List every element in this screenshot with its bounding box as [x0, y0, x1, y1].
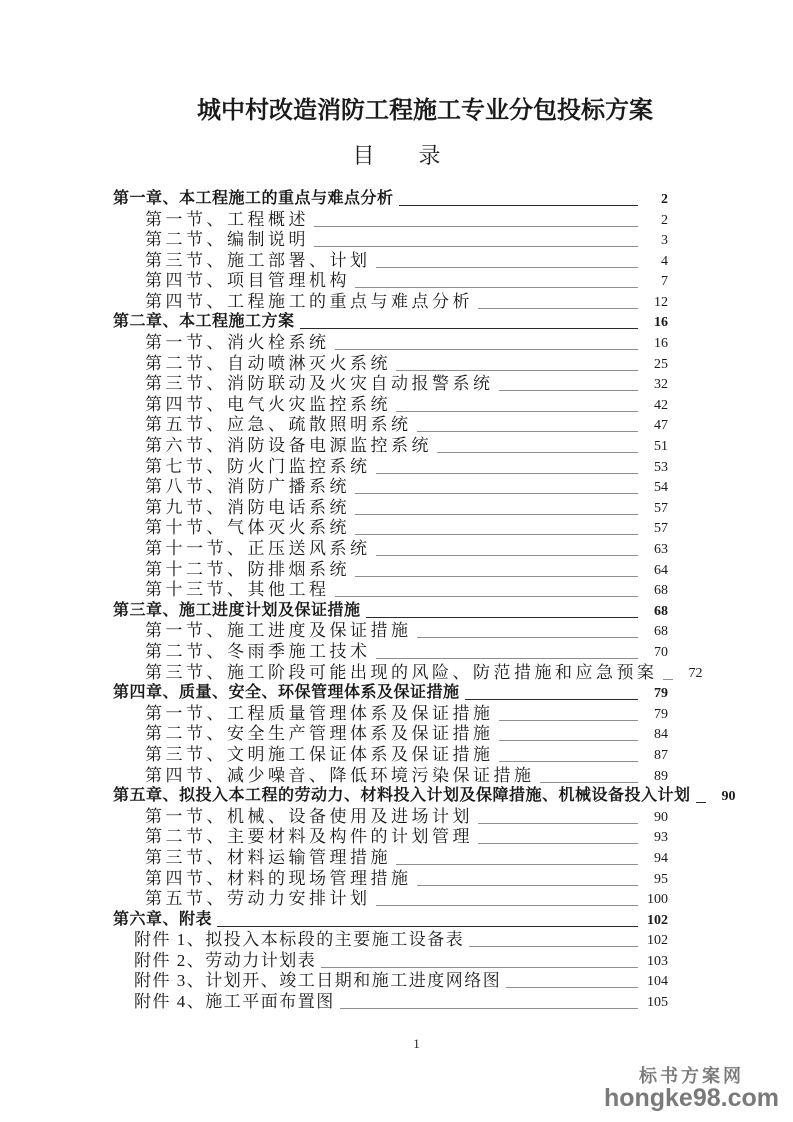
toc-entry-appendix: [113, 991, 668, 1012]
toc-leader-line: [417, 637, 639, 638]
toc-entry-label: 第五节、劳动力安排计划: [145, 889, 371, 909]
document-title: 城中村改造消防工程施工专业分包投标方案: [197, 98, 653, 124]
toc-entry-page: 103: [647, 953, 668, 969]
toc-leader-line: [217, 926, 638, 927]
toc-entry-page: 68: [654, 603, 668, 619]
toc-leader-line: [376, 555, 639, 556]
toc-entry-page: 68: [654, 583, 668, 599]
toc-entry-label: 第一章、本工程施工的重点与难点分析: [113, 189, 394, 207]
toc-leader-line: [355, 534, 638, 535]
toc-entry-label: 第六章、附表: [113, 910, 213, 928]
toc-entry-label: 第十节、气体灭火系统: [145, 518, 350, 538]
toc-entry-section: [113, 435, 668, 456]
toc-entry-section: [113, 497, 668, 518]
toc-leader-line: [335, 349, 639, 350]
toc-entry-label: 第二节、自动喷淋灭火系统: [145, 353, 391, 373]
toc-entry-section: [113, 271, 668, 292]
toc-entry-section: [113, 374, 668, 395]
toc-entry-section: [113, 209, 668, 230]
toc-entry-page: 100: [647, 892, 668, 908]
toc-entry-page: 25: [654, 356, 668, 372]
toc-entry-appendix: [113, 971, 668, 992]
toc-entry-page: 93: [654, 830, 668, 846]
toc-leader-line: [478, 308, 638, 309]
toc-entry-section: [113, 889, 668, 910]
toc-leader-line: [417, 431, 639, 432]
toc-leader-line: [355, 576, 638, 577]
toc-leader-line: [314, 226, 638, 227]
toc-entry-chapter: [113, 188, 668, 209]
toc-entry-page: 57: [654, 521, 668, 537]
toc-list: [113, 188, 736, 1012]
toc-leader-line: [335, 596, 639, 597]
toc-entry-page: 51: [654, 439, 668, 455]
toc-entry-section: [113, 744, 668, 765]
toc-entry-label: 第三节、材料运输管理措施: [145, 847, 391, 867]
toc-leader-line: [355, 493, 638, 494]
toc-entry-section: [113, 415, 668, 436]
toc-entry-label: 第二节、主要材料及构件的计划管理: [145, 827, 473, 847]
toc-entry-label: 第三节、消防联动及火灾自动报警系统: [145, 374, 494, 394]
toc-entry-page: 79: [654, 706, 668, 722]
toc-entry-label: 第四节、项目管理机构: [145, 271, 350, 291]
toc-entry-label: 第七节、防火门监控系统: [145, 456, 371, 476]
toc-entry-section: [113, 724, 668, 745]
toc-entry-chapter: [113, 600, 668, 621]
toc-entry-section: [113, 559, 668, 580]
toc-leader-line: [376, 905, 639, 906]
toc-leader-line: [376, 267, 639, 268]
toc-entry-page: 104: [647, 974, 668, 990]
toc-leader-line: [355, 514, 638, 515]
toc-leader-line: [478, 843, 638, 844]
toc-entry-label: 附件 2、劳动力计划表: [134, 950, 317, 970]
toc-leader-line: [499, 720, 639, 721]
toc-entry-page: 79: [654, 686, 668, 702]
toc-entry-page: 2: [661, 212, 668, 228]
toc-entry-section: [113, 827, 668, 848]
toc-entry-chapter: [113, 909, 668, 930]
toc-entry-label: 第十二节、防排烟系统: [145, 559, 350, 579]
toc-leader-line: [465, 699, 638, 700]
toc-entry-page: 87: [654, 747, 668, 763]
toc-entry-section: [113, 580, 668, 601]
toc-leader-line: [417, 885, 639, 886]
toc-entry-section: [113, 250, 668, 271]
toc-entry-chapter: [113, 683, 668, 704]
toc-entry-label: 第三章、施工进度计划及保证措施: [113, 601, 361, 619]
toc-entry-label: 第四章、质量、安全、环保管理体系及保证措施: [113, 684, 460, 702]
toc-entry-page: 54: [654, 480, 668, 496]
toc-entry-label: 第一节、消火栓系统: [145, 333, 330, 353]
toc-entry-page: 90: [721, 789, 736, 805]
toc-entry-label: 第二节、编制说明: [145, 230, 309, 250]
toc-entry-chapter: [113, 786, 736, 807]
toc-entry-page: 70: [654, 644, 668, 660]
toc-entry-label: 第十一节、正压送风系统: [145, 539, 371, 559]
watermark-site-url: hongke98.com: [603, 1084, 779, 1112]
toc-entry-label: 第二节、冬雨季施工技术: [145, 641, 371, 661]
toc-entry-label: 第二节、安全生产管理体系及保证措施: [145, 724, 494, 744]
toc-entry-label: 附件 3、计划开、竣工日期和施工进度网络图: [134, 971, 502, 991]
toc-entry-label: 附件 4、施工平面布置图: [134, 992, 335, 1012]
toc-entry-section: [113, 477, 668, 498]
toc-entry-section: [113, 538, 668, 559]
toc-entry-section: [113, 662, 703, 683]
toc-entry-appendix: [113, 950, 668, 971]
toc-entry-section: [113, 621, 668, 642]
toc-entry-label: 第九节、消防电话系统: [145, 497, 350, 517]
toc-leader-line: [696, 802, 706, 803]
toc-entry-label: 第五节、应急、疏散照明系统: [145, 415, 412, 435]
toc-entry-label: 第四节、电气火灾监控系统: [145, 394, 391, 414]
toc-entry-label: 附件 1、拟投入本标段的主要施工设备表: [134, 930, 465, 950]
toc-leader-line: [376, 658, 639, 659]
toc-leader-line: [376, 473, 639, 474]
toc-leader-line: [396, 411, 638, 412]
toc-entry-section: [113, 765, 668, 786]
toc-entry-label: 第四节、减少噪音、降低环境污染保证措施: [145, 765, 535, 785]
toc-entry-page: 94: [654, 850, 668, 866]
toc-leader-line: [396, 370, 638, 371]
toc-leader-line: [366, 617, 638, 618]
toc-leader-line: [300, 328, 638, 329]
toc-leader-line: [314, 246, 638, 247]
toc-leader-line: [663, 679, 673, 680]
toc-entry-page: 16: [654, 336, 668, 352]
toc-entry-label: 第一节、施工进度及保证措施: [145, 621, 412, 641]
toc-entry-label: 第六节、消防设备电源监控系统: [145, 436, 432, 456]
toc-entry-section: [113, 332, 668, 353]
toc-entry-appendix: [113, 930, 668, 951]
toc-entry-label: 第二章、本工程施工方案: [113, 313, 295, 331]
toc-entry-section: [113, 703, 668, 724]
toc-entry-label: 第四节、工程施工的重点与难点分析: [145, 291, 473, 311]
toc-entry-section: [113, 353, 668, 374]
toc-entry-page: 2: [661, 191, 668, 207]
toc-entry-label: 第十三节、其他工程: [145, 580, 330, 600]
toc-entry-page: 72: [688, 665, 703, 681]
toc-entry-page: 84: [654, 727, 668, 743]
toc-entry-page: 95: [654, 871, 668, 887]
toc-entry-section: [113, 847, 668, 868]
toc-entry-page: 102: [647, 912, 668, 928]
toc-leader-line: [499, 390, 639, 391]
toc-entry-section: [113, 230, 668, 251]
toc-entry-page: 89: [654, 768, 668, 784]
toc-entry-page: 105: [647, 995, 668, 1011]
toc-leader-line: [396, 864, 638, 865]
toc-leader-line: [499, 761, 639, 762]
toc-entry-label: 第八节、消防广播系统: [145, 477, 350, 497]
toc-entry-page: 3: [661, 233, 668, 249]
toc-leader-line: [478, 823, 638, 824]
toc-leader-line: [506, 987, 638, 988]
toc-leader-line: [321, 967, 638, 968]
toc-entry-section: [113, 456, 668, 477]
toc-entry-label: 第五章、拟投入本工程的劳动力、材料投入计划及保障措施、机械设备投入计划: [113, 787, 691, 805]
toc-entry-page: 42: [654, 397, 668, 413]
toc-leader-line: [499, 740, 639, 741]
toc-entry-label: 第三节、施工阶段可能出现的风险、防范措施和应急预案: [145, 662, 658, 682]
toc-entry-label: 第三节、文明施工保证体系及保证措施: [145, 744, 494, 764]
toc-entry-label: 第一节、工程概述: [145, 209, 309, 229]
toc-entry-label: 第一节、工程质量管理体系及保证措施: [145, 703, 494, 723]
toc-entry-section: [113, 641, 668, 662]
toc-entry-page: 57: [654, 500, 668, 516]
toc-leader-line: [437, 452, 638, 453]
toc-leader-line: [355, 287, 638, 288]
toc-entry-page: 7: [661, 274, 668, 290]
toc-heading: 目 录: [352, 143, 441, 169]
toc-entry-page: 68: [654, 624, 668, 640]
toc-entry-label: 第三节、施工部署、计划: [145, 250, 371, 270]
toc-entry-page: 63: [654, 542, 668, 558]
toc-entry-page: 90: [654, 809, 668, 825]
toc-entry-section: [113, 518, 668, 539]
toc-entry-page: 47: [654, 418, 668, 434]
toc-entry-page: 53: [654, 459, 668, 475]
toc-entry-section: [113, 291, 668, 312]
toc-entry-section: [113, 868, 668, 889]
toc-entry-label: 第一节、机械、设备使用及进场计划: [145, 806, 473, 826]
toc-entry-chapter: [113, 312, 668, 333]
toc-entry-page: 16: [654, 315, 668, 331]
toc-entry-page: 64: [654, 562, 668, 578]
toc-entry-page: 12: [654, 294, 668, 310]
toc-entry-page: 32: [654, 377, 668, 393]
toc-entry-section: [113, 806, 668, 827]
watermark: [604, 1067, 779, 1111]
toc-leader-line: [469, 946, 638, 947]
toc-entry-page: 102: [647, 933, 668, 949]
toc-entry-page: 4: [661, 253, 668, 269]
toc-leader-line: [540, 782, 639, 783]
toc-leader-line: [340, 1008, 638, 1009]
toc-entry-label: 第四节、材料的现场管理措施: [145, 868, 412, 888]
toc-leader-line: [399, 205, 638, 206]
footer-page-number: 1: [413, 1036, 420, 1051]
toc-entry-section: [113, 394, 668, 415]
watermark-site-name: 标书方案网: [638, 1066, 744, 1086]
